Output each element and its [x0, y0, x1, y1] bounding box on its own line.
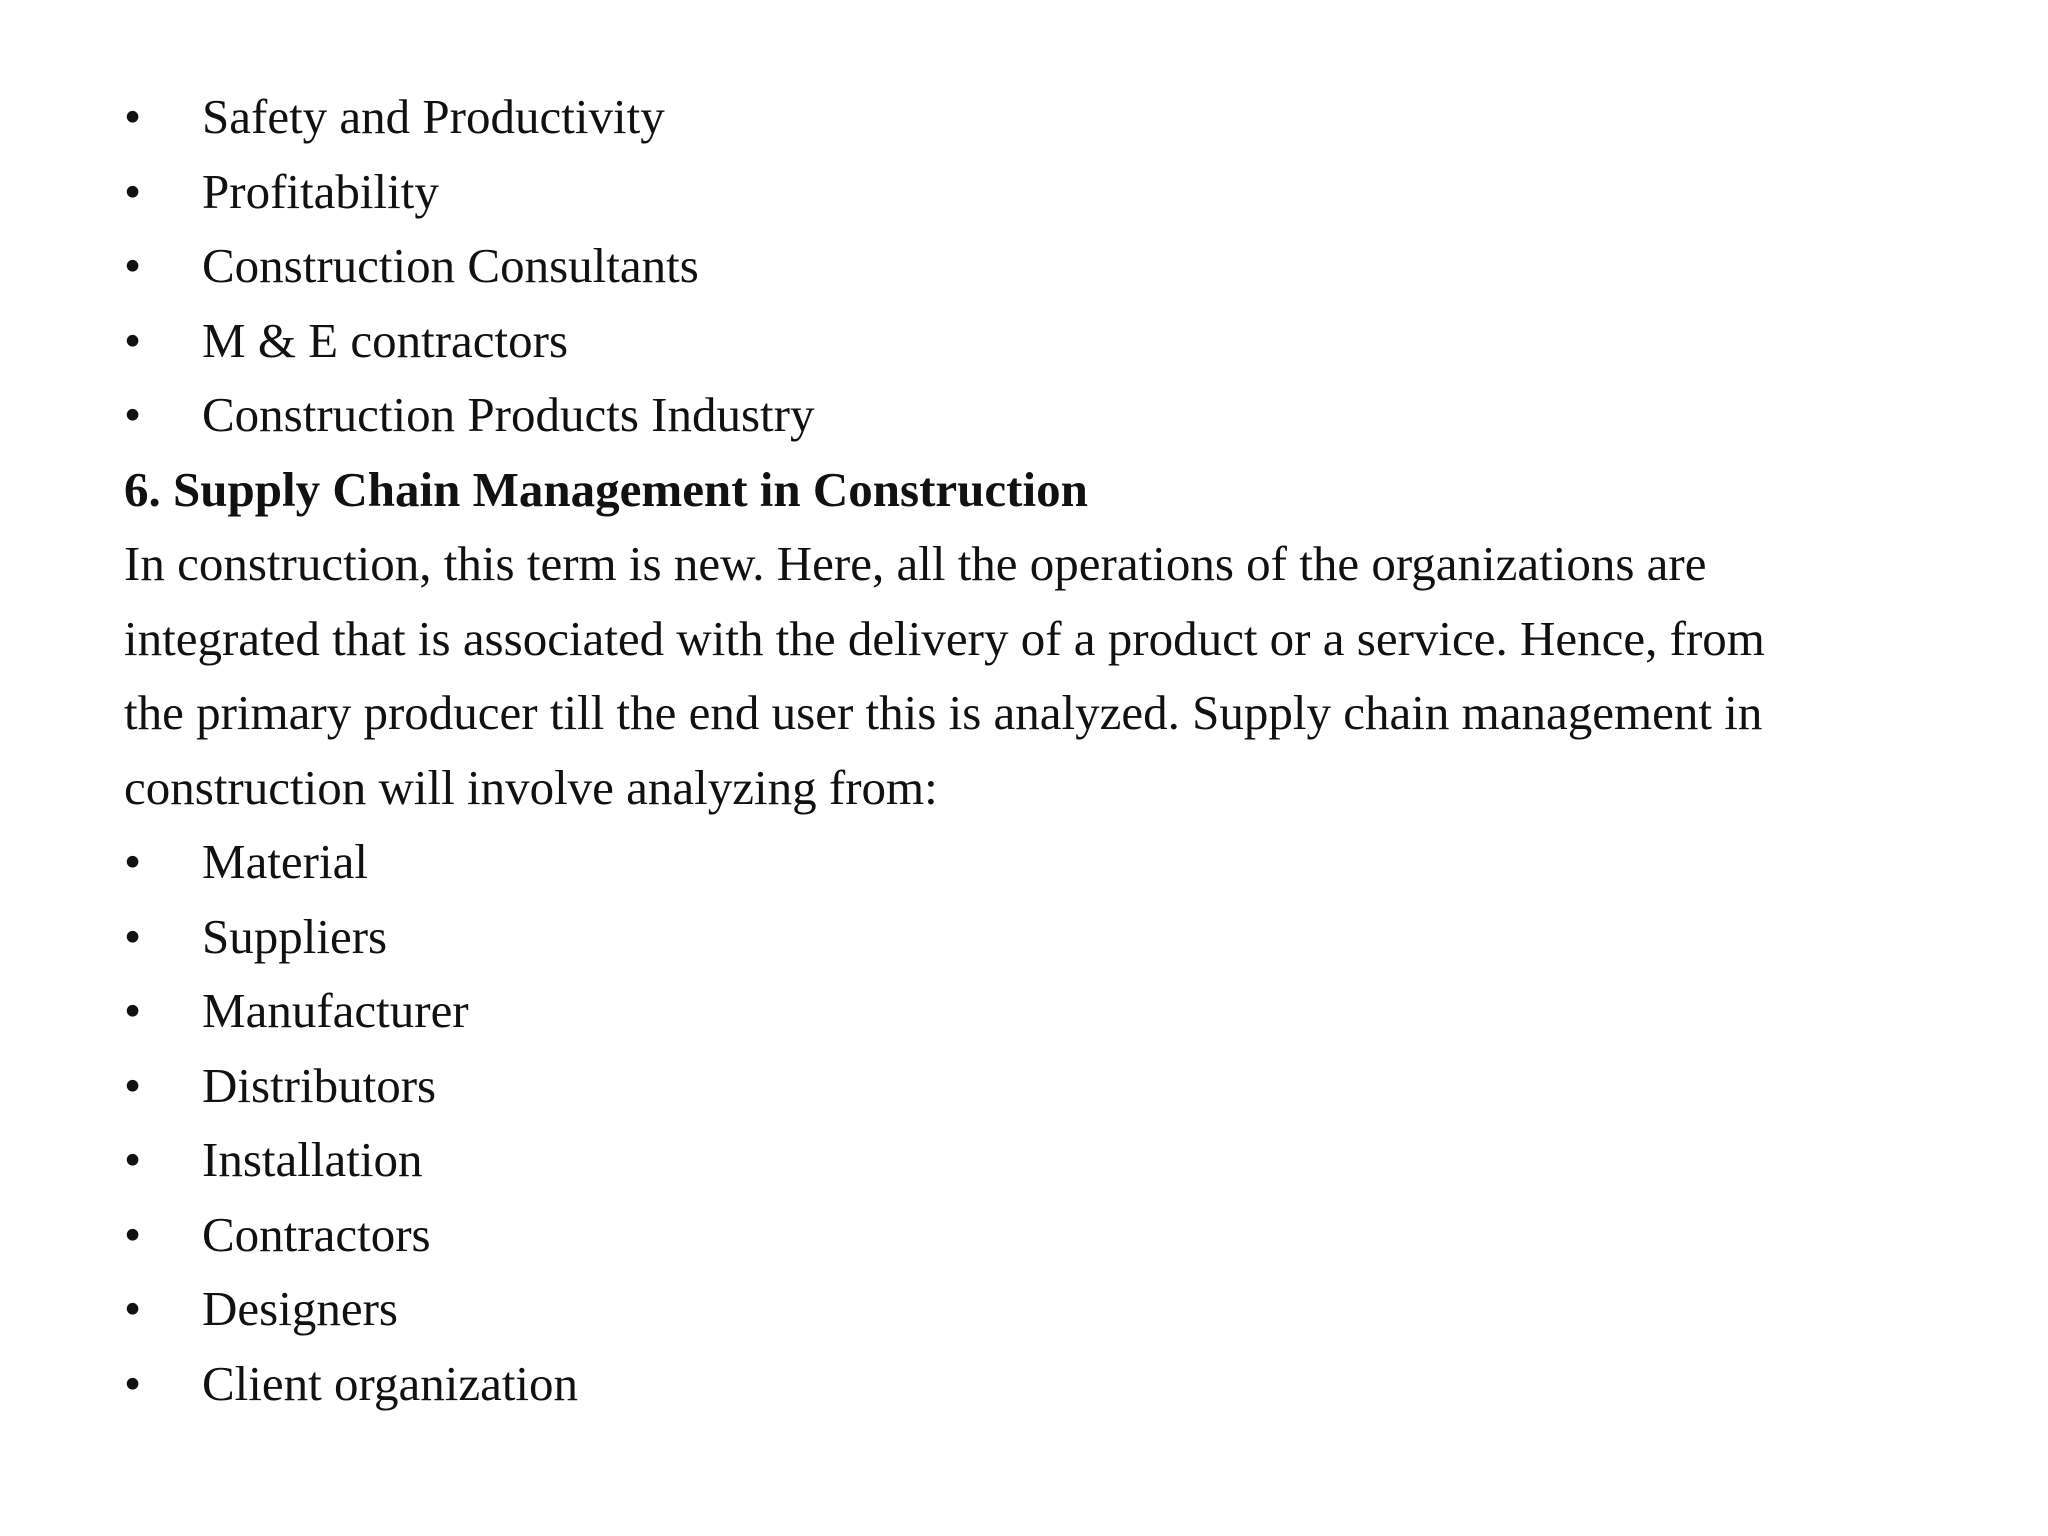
list-item-text: Contractors: [202, 1206, 431, 1262]
bullet-list-bottom: [124, 825, 1944, 1421]
list-item-text: Suppliers: [202, 908, 388, 964]
document-page: [124, 80, 1944, 1421]
list-item: [124, 155, 1944, 230]
bullet-icon: •: [124, 89, 142, 144]
list-item: [124, 825, 1944, 900]
list-item-text: Designers: [202, 1281, 398, 1336]
bullet-icon: •: [124, 387, 142, 442]
list-item: [124, 80, 1944, 155]
list-item-text: Construction Consultants: [202, 238, 699, 293]
bullet-list-top: [124, 80, 1944, 453]
bullet-icon: •: [124, 1355, 142, 1411]
bullet-icon: •: [124, 834, 142, 889]
list-item-text: Distributors: [202, 1057, 437, 1113]
list-item-text: Material: [202, 834, 368, 889]
list-item-text: Construction Products Industry: [202, 387, 815, 442]
section-paragraph: [124, 527, 1944, 825]
list-item-text: Client organization: [202, 1355, 579, 1411]
bullet-icon: •: [124, 238, 142, 293]
paragraph-line: the primary producer till the end user this is analyzed. Supply chain management in: [124, 685, 1763, 740]
list-item: [124, 1347, 1944, 1422]
list-item: [124, 1049, 1944, 1124]
list-item: [124, 378, 1944, 453]
paragraph-line: integrated that is associated with the delivery of a product or a service. Hence, from: [124, 610, 1765, 666]
bullet-icon: •: [124, 1206, 142, 1262]
bullet-icon: •: [124, 1057, 142, 1113]
bullet-icon: •: [124, 908, 142, 964]
section-heading: 6. Supply Chain Management in Construction: [124, 461, 1088, 517]
paragraph-line: In construction, this term is new. Here, all the operations of the organizations are: [124, 536, 1707, 591]
list-item: [124, 974, 1944, 1049]
paragraph-line: construction will involve analyzing from:: [124, 759, 938, 815]
bullet-icon: •: [124, 312, 142, 368]
list-item-text: Manufacturer: [202, 983, 469, 1038]
list-item-text: Installation: [202, 1132, 423, 1187]
list-item: [124, 1272, 1944, 1347]
list-item-text: Profitability: [202, 163, 439, 219]
list-item: [124, 304, 1944, 379]
bullet-icon: •: [124, 1281, 142, 1336]
bullet-icon: •: [124, 1132, 142, 1187]
list-item-text: M & E contractors: [202, 312, 569, 368]
list-item: [124, 900, 1944, 975]
bullet-icon: •: [124, 983, 142, 1038]
bullet-icon: •: [124, 163, 142, 219]
list-item-text: Safety and Productivity: [202, 89, 665, 144]
list-item: [124, 1198, 1944, 1273]
list-item: [124, 229, 1944, 304]
list-item: [124, 1123, 1944, 1198]
